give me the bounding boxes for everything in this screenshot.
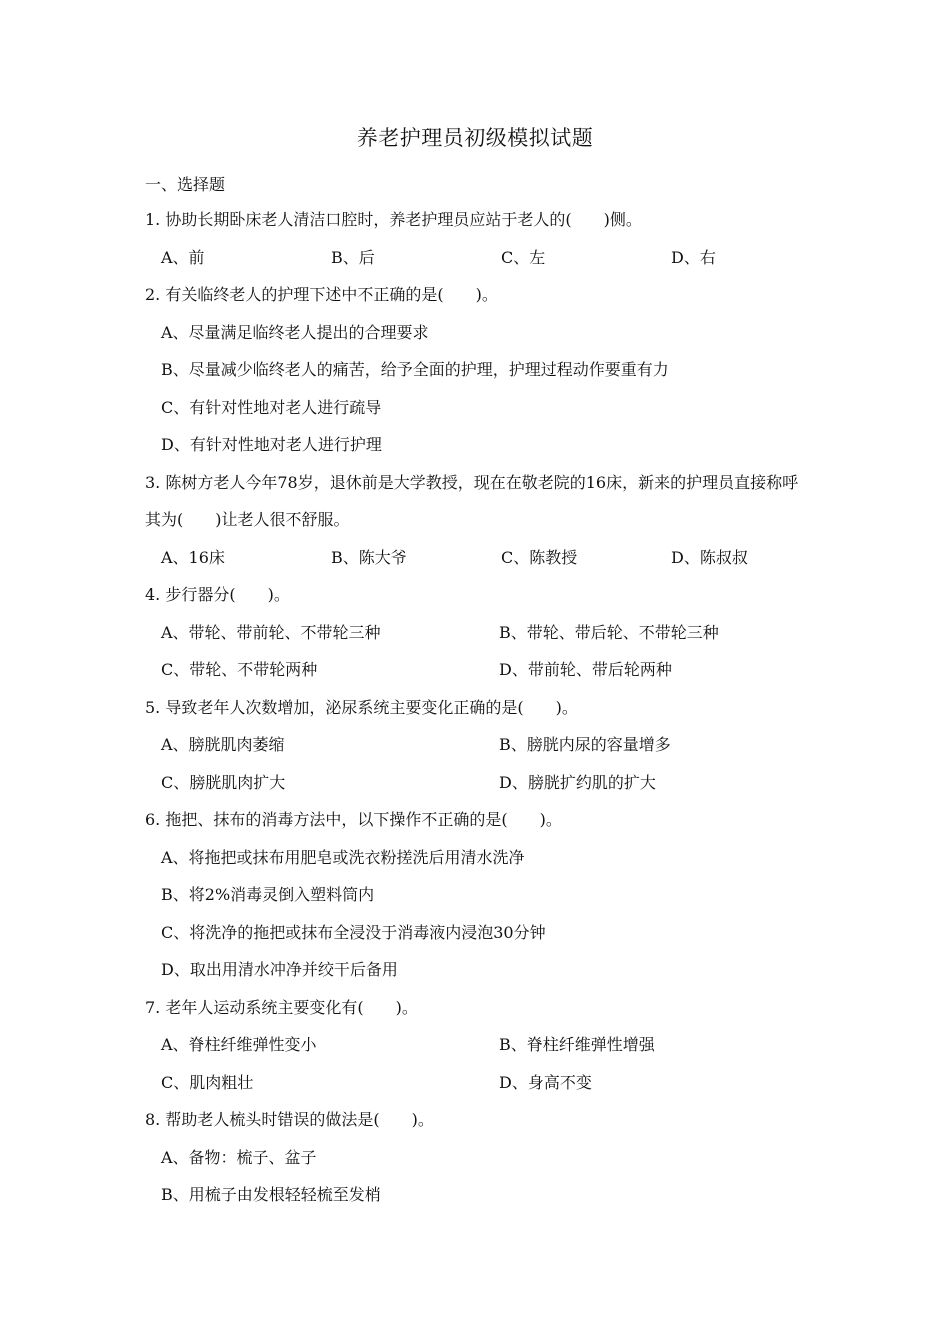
option-row <box>145 1034 810 1072</box>
answer-option: A、脊柱纤维弹性变小 <box>161 1035 317 1054</box>
answer-option: A、前 <box>161 247 205 267</box>
option-row <box>145 622 810 660</box>
answer-option: D、膀胱扩约肌的扩大 <box>499 772 656 792</box>
answer-option: D、身高不变 <box>499 1072 592 1092</box>
option-row <box>145 247 810 285</box>
question-stem: 1. 协助长期卧床老人清洁口腔时，养老护理员应站于老人的( )侧。 <box>145 210 642 229</box>
answer-option: A、16床 <box>161 547 225 567</box>
answer-option: D、带前轮、带后轮两种 <box>499 660 672 679</box>
answer-option: D、有针对性地对老人进行护理 <box>161 435 382 454</box>
option-row <box>145 397 810 435</box>
answer-option: C、带轮、不带轮两种 <box>161 660 318 679</box>
question-stem: 5. 导致老年人次数增加，泌尿系统主要变化正确的是( )。 <box>145 697 578 717</box>
question-stem: 其为( )让老人很不舒服。 <box>145 510 350 529</box>
option-row <box>145 359 810 397</box>
option-row <box>145 659 810 697</box>
option-row <box>145 322 810 360</box>
question-list <box>145 209 810 1222</box>
answer-option: C、膀胱肌肉扩大 <box>161 772 286 792</box>
answer-option: C、有针对性地对老人进行疏导 <box>161 397 382 417</box>
answer-option: A、带轮、带前轮、不带轮三种 <box>161 622 381 642</box>
page-title: 养老护理员初级模拟试题 <box>356 126 594 150</box>
answer-option: C、左 <box>501 247 546 267</box>
answer-option: A、将拖把或抹布用肥皂或洗衣粉搓洗后用清水洗净 <box>161 847 525 867</box>
option-row <box>145 547 810 585</box>
option-row <box>145 884 810 922</box>
question-stem: 3. 陈树方老人今年78岁，退休前是大学教授，现在在敬老院的16床，新来的护理员直接称呼 <box>145 472 799 492</box>
answer-option: C、将洗净的拖把或抹布全浸没于消毒液内浸泡30分钟 <box>161 922 546 942</box>
answer-option: B、脊柱纤维弹性增强 <box>499 1035 655 1054</box>
answer-option: A、膀胱肌肉萎缩 <box>161 735 285 754</box>
answer-option: B、陈大爷 <box>331 547 407 567</box>
option-row <box>145 847 810 885</box>
answer-option: A、尽量满足临终老人提出的合理要求 <box>161 322 429 342</box>
answer-option: B、膀胱内尿的容量增多 <box>499 735 671 754</box>
answer-option: B、尽量减少临终老人的痛苦，给予全面的护理，护理过程动作要重有力 <box>161 360 669 379</box>
answer-option: D、取出用清水冲净并绞干后备用 <box>161 960 398 979</box>
question-stem: 8. 帮助老人梳头时错误的做法是( )。 <box>145 1110 434 1129</box>
answer-option: D、陈叔叔 <box>671 547 748 567</box>
answer-option: A、备物：梳子、盆子 <box>161 1147 317 1167</box>
question-stem: 4. 步行器分( )。 <box>145 585 290 604</box>
answer-option: C、肌肉粗壮 <box>161 1072 254 1092</box>
answer-option: B、后 <box>331 247 375 267</box>
question-stem: 7. 老年人运动系统主要变化有( )。 <box>145 997 418 1017</box>
answer-option: B、带轮、带后轮、不带轮三种 <box>499 622 719 642</box>
option-row <box>145 959 810 997</box>
option-row <box>145 1147 810 1185</box>
option-row <box>145 922 810 960</box>
answer-option: B、将2%消毒灵倒入塑料筒内 <box>161 885 375 904</box>
option-row <box>145 772 810 810</box>
answer-option: D、右 <box>671 247 716 267</box>
option-row <box>145 1072 810 1110</box>
section-heading: 一、选择题 <box>145 175 226 194</box>
option-row <box>145 434 810 472</box>
answer-option: C、陈教授 <box>501 547 578 567</box>
option-row <box>145 1184 810 1222</box>
question-stem: 6. 拖把、抹布的消毒方法中，以下操作不正确的是( )。 <box>145 810 562 829</box>
option-row <box>145 734 810 772</box>
question-stem: 2. 有关临终老人的护理下述中不正确的是( )。 <box>145 285 498 304</box>
answer-option: B、用梳子由发根轻轻梳至发梢 <box>161 1185 381 1204</box>
